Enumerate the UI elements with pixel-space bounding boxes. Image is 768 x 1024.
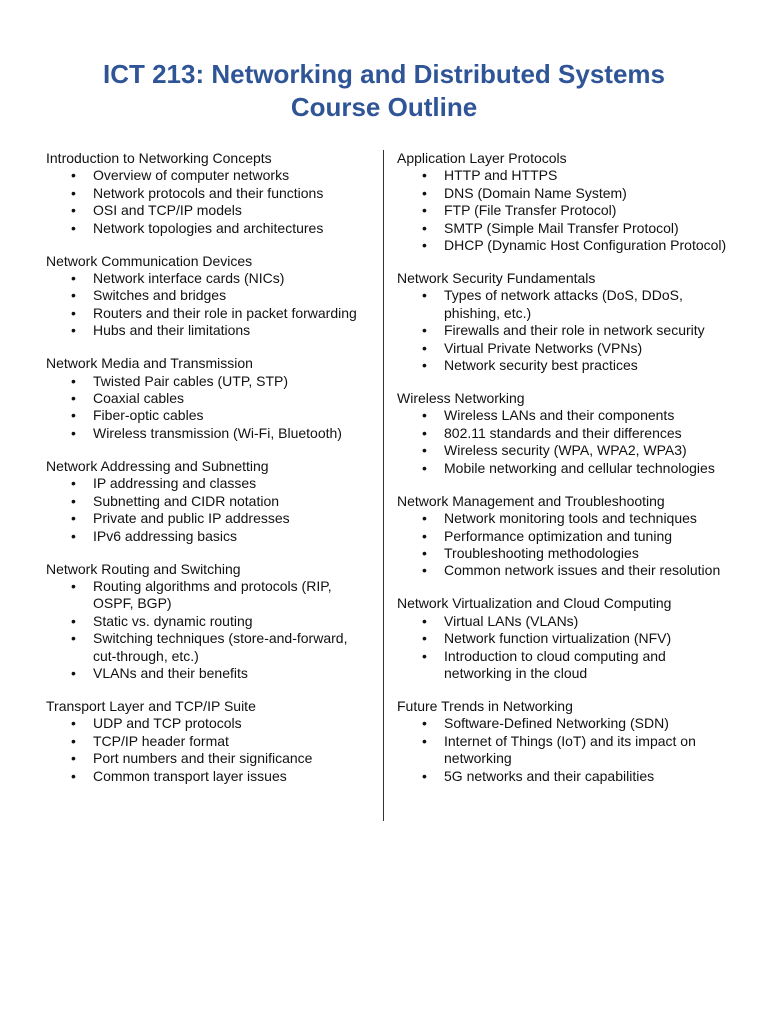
list-item: • Internet of Things (IoT) and its impact on networking <box>397 733 737 768</box>
list-item: • Wireless LANs and their components <box>397 407 737 424</box>
bullet-list <box>46 715 371 785</box>
list-item: • Common network issues and their resolution <box>397 562 737 579</box>
right-column <box>397 150 737 801</box>
list-item: • Twisted Pair cables (UTP, STP) <box>46 373 371 390</box>
list-item: • Introduction to cloud computing and networking in the cloud <box>397 648 737 683</box>
section-network-security-fundamentals <box>397 270 737 374</box>
list-item: • Fiber-optic cables <box>46 407 371 424</box>
section-network-routing-and-switching <box>46 561 371 683</box>
list-item: • Network security best practices <box>397 357 737 374</box>
bullet-list <box>397 613 737 683</box>
section-network-virtualization-and-cloud-computing <box>397 595 737 682</box>
list-item: • IP addressing and classes <box>46 475 371 492</box>
list-item: • 802.11 standards and their differences <box>397 425 737 442</box>
document-title <box>0 58 768 124</box>
bullet-list <box>46 578 371 682</box>
bullet-list <box>397 407 737 477</box>
list-item: • Hubs and their limitations <box>46 322 371 339</box>
section-heading: Transport Layer and TCP/IP Suite <box>46 697 256 714</box>
bullet-list <box>46 167 371 237</box>
bullet-list <box>397 167 737 254</box>
list-item: • Subnetting and CIDR notation <box>46 493 371 510</box>
section-network-media-and-transmission <box>46 355 371 442</box>
section-application-layer-protocols <box>397 150 737 254</box>
list-item: • Firewalls and their role in network security <box>397 322 737 339</box>
list-item: • Coaxial cables <box>46 390 371 407</box>
list-item: • FTP (File Transfer Protocol) <box>397 202 737 219</box>
list-item: • Switches and bridges <box>46 287 371 304</box>
list-item: • OSI and TCP/IP models <box>46 202 371 219</box>
list-item: • SMTP (Simple Mail Transfer Protocol) <box>397 220 737 237</box>
section-heading: Network Addressing and Subnetting <box>46 457 269 474</box>
section-heading: Application Layer Protocols <box>397 150 567 166</box>
list-item: • VLANs and their benefits <box>46 665 371 682</box>
list-item: • IPv6 addressing basics <box>46 528 371 545</box>
list-item: • Virtual LANs (VLANs) <box>397 613 737 630</box>
list-item: • Performance optimization and tuning <box>397 528 737 545</box>
list-item: • DNS (Domain Name System) <box>397 185 737 202</box>
section-network-management-and-troubleshooting <box>397 493 737 580</box>
section-network-addressing-and-subnetting <box>46 458 371 545</box>
list-item: • Network protocols and their functions <box>46 185 371 202</box>
section-heading: Network Communication Devices <box>46 252 253 269</box>
column-divider <box>383 150 384 821</box>
list-item: • Virtual Private Networks (VPNs) <box>397 340 737 357</box>
section-transport-layer-and-tcp-ip-suite <box>46 698 371 785</box>
list-item: • Static vs. dynamic routing <box>46 613 371 630</box>
list-item: • HTTP and HTTPS <box>397 167 737 184</box>
bullet-list <box>397 510 737 580</box>
section-heading: Wireless Networking <box>397 390 525 407</box>
list-item: • Network topologies and architectures <box>46 220 371 237</box>
list-item: • Wireless transmission (Wi-Fi, Bluetooth) <box>46 425 371 442</box>
bullet-list <box>46 373 371 443</box>
title-line-2: Course Outline <box>290 92 478 122</box>
section-heading: Introduction to Networking Concepts <box>46 150 272 166</box>
list-item: • Private and public IP addresses <box>46 510 371 527</box>
section-heading: Network Virtualization and Cloud Computing <box>397 595 672 612</box>
bullet-list <box>46 475 371 545</box>
list-item: • TCP/IP header format <box>46 733 371 750</box>
list-item: • Switching techniques (store-and-forward, cut-through, etc.) <box>46 630 371 665</box>
list-item: • Common transport layer issues <box>46 768 371 785</box>
section-heading: Network Management and Troubleshooting <box>397 492 665 509</box>
list-item: • Overview of computer networks <box>46 167 371 184</box>
list-item: • DHCP (Dynamic Host Configuration Protocol) <box>397 237 737 254</box>
list-item: • Routers and their role in packet forwarding <box>46 305 371 322</box>
list-item: • 5G networks and their capabilities <box>397 768 737 785</box>
list-item: • Software-Defined Networking (SDN) <box>397 715 737 732</box>
section-heading: Future Trends in Networking <box>397 697 573 714</box>
list-item: • Mobile networking and cellular technologies <box>397 460 737 477</box>
bullet-list <box>397 287 737 374</box>
list-item: • Routing algorithms and protocols (RIP, OSPF, BGP) <box>46 578 371 613</box>
section-network-communication-devices <box>46 253 371 340</box>
list-item: • Network function virtualization (NFV) <box>397 630 737 647</box>
section-heading: Network Security Fundamentals <box>397 270 596 287</box>
title-line-1: ICT 213: Networking and Distributed Systems <box>102 59 665 89</box>
list-item: • Network interface cards (NICs) <box>46 270 371 287</box>
section-heading: Network Media and Transmission <box>46 355 253 372</box>
bullet-list <box>397 715 737 785</box>
bullet-list <box>46 270 371 340</box>
list-item: • Types of network attacks (DoS, DDoS, phishing, etc.) <box>397 287 737 322</box>
list-item: • Troubleshooting methodologies <box>397 545 737 562</box>
section-future-trends-in-networking <box>397 698 737 785</box>
list-item: • UDP and TCP protocols <box>46 715 371 732</box>
section-heading: Network Routing and Switching <box>46 560 241 577</box>
section-introduction-to-networking-concepts <box>46 150 371 237</box>
list-item: • Network monitoring tools and techniques <box>397 510 737 527</box>
left-column <box>46 150 371 801</box>
list-item: • Port numbers and their significance <box>46 750 371 767</box>
section-wireless-networking <box>397 390 737 477</box>
list-item: • Wireless security (WPA, WPA2, WPA3) <box>397 442 737 459</box>
